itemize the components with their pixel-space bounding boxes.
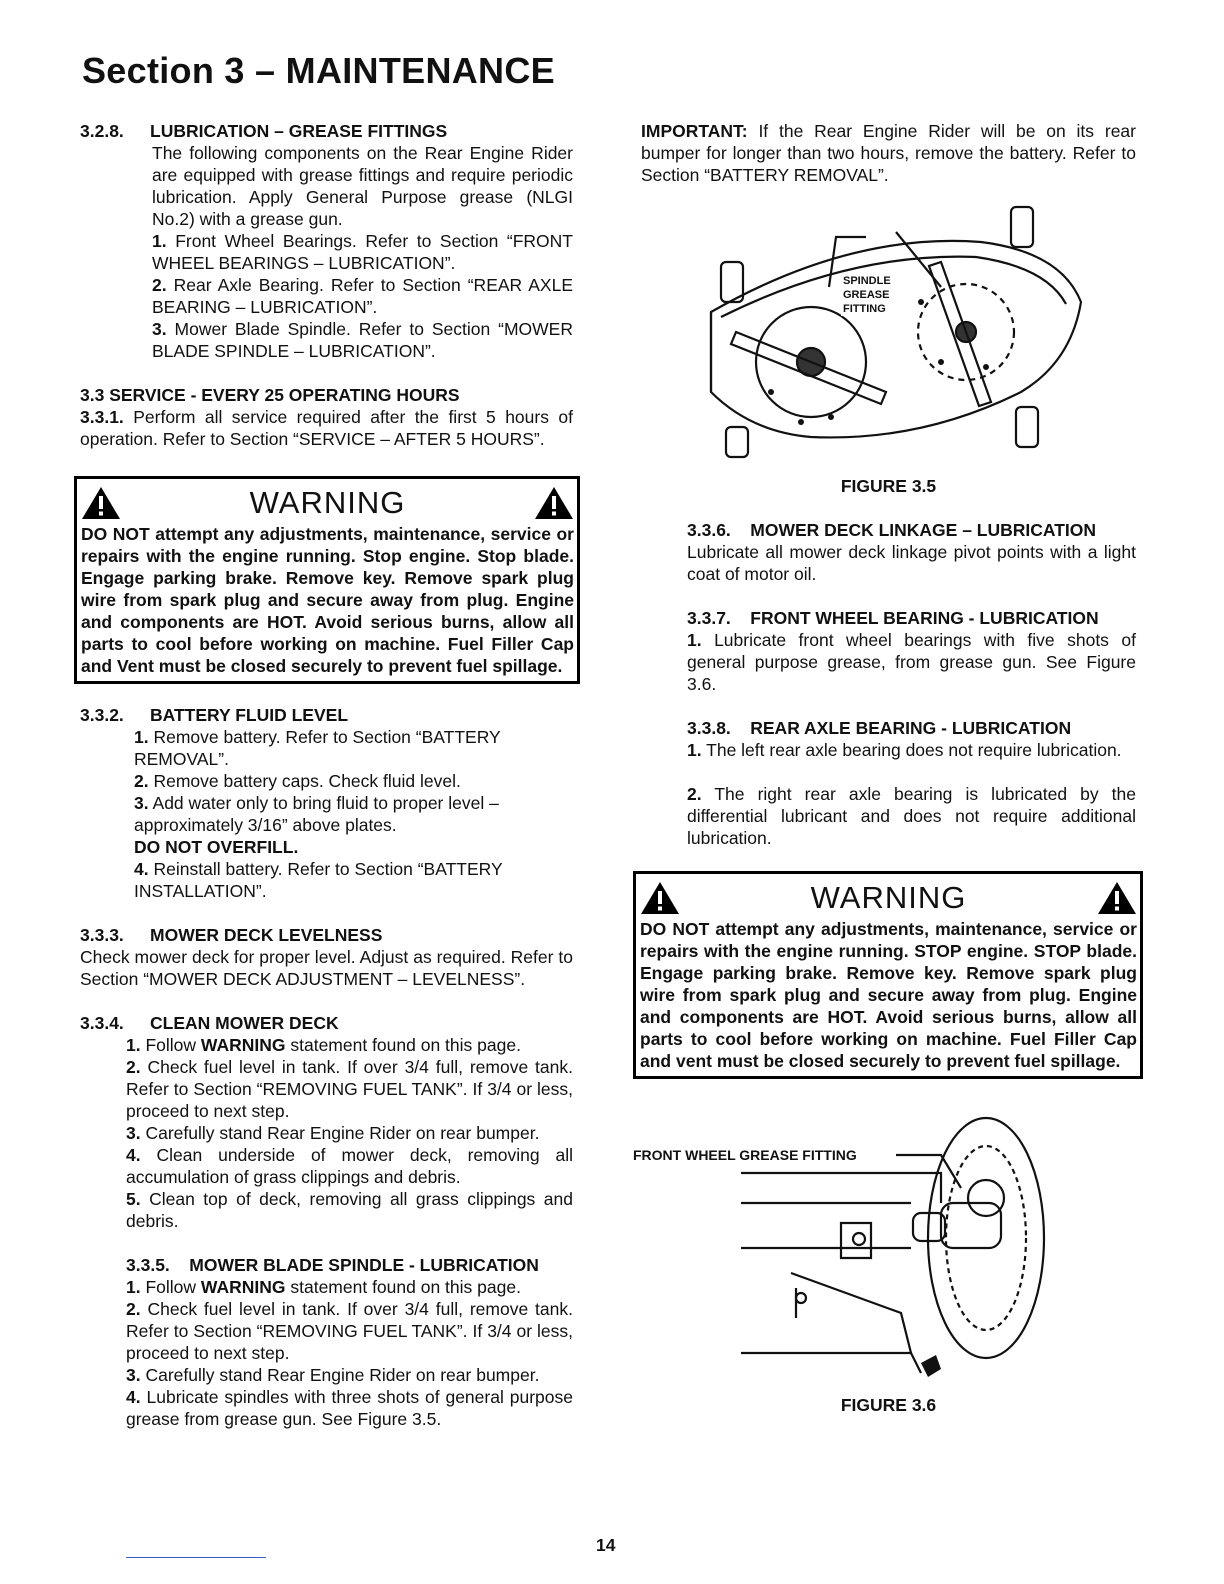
warning-triangle-icon bbox=[81, 486, 121, 520]
section-3-3-2-heading: 3.3.2. BATTERY FLUID LEVEL bbox=[80, 705, 349, 725]
spindle-grease-fitting-label: SPINDLE GREASE FITTING bbox=[843, 275, 891, 315]
list-item: 2. Rear Axle Bearing. Refer to Section “REAR AXLE BEARING – LUBRICATION”. bbox=[152, 275, 573, 317]
important-note: IMPORTANT: If the Rear Engine Rider will be on its rear bumper for longer than two hours, remove the battery. Refer to Section “BATTERY REMOVAL”. bbox=[641, 121, 1136, 185]
section-3-3-7-heading: 3.3.7. FRONT WHEEL BEARING - LUBRICATION bbox=[687, 608, 1099, 628]
section-3-3-6-text: Lubricate all mower deck linkage pivot points with a light coat of motor oil. bbox=[687, 542, 1136, 584]
warning-text: DO NOT attempt any adjustments, maintenance, service or repairs with the engine running. STOP engine. STOP blade. Engage parking brake. Remove key. Remove spark plug wire from spark plug and secure away from plug. Engine and components are HOT. Avoid serious burns, allow all parts to cool before working on machine. Fuel Filler Cap and vent must be closed securely to prevent fuel spillage. bbox=[640, 919, 1137, 1071]
list-item: 1. The left rear axle bearing does not require lubrication. bbox=[687, 740, 1122, 760]
list-item: 3. Carefully stand Rear Engine Rider on rear bumper. bbox=[126, 1365, 540, 1385]
section-3-3-4-heading: 3.3.4. CLEAN MOWER DECK bbox=[80, 1013, 339, 1033]
figure-3-6-caption: FIGURE 3.6 bbox=[840, 1395, 937, 1415]
section-3-3-6-heading: 3.3.6. MOWER DECK LINKAGE – LUBRICATION bbox=[687, 520, 1097, 540]
list-item: 4. Clean underside of mower deck, removing all accumulation of grass clippings and debris. bbox=[126, 1145, 573, 1187]
list-item: 2. Remove battery caps. Check fluid level. bbox=[134, 771, 461, 791]
list-item: 4. Lubricate spindles with three shots of general purpose grease from grease gun. See Figure 3.5. bbox=[126, 1387, 573, 1429]
section-3-3-8-heading: 3.3.8. REAR AXLE BEARING - LUBRICATION bbox=[687, 718, 1072, 738]
list-item: 3. Carefully stand Rear Engine Rider on rear bumper. bbox=[126, 1123, 540, 1143]
warning-title: WARNING bbox=[810, 880, 967, 915]
list-item: 1. Follow WARNING statement found on this page. bbox=[126, 1035, 521, 1055]
list-item: 1. Lubricate front wheel bearings with five shots of general purpose grease, from grease gun. See Figure 3.6. bbox=[687, 630, 1136, 694]
overfill-note: DO NOT OVERFILL. bbox=[134, 837, 299, 857]
section-3-3-heading: 3.3 SERVICE - EVERY 25 OPERATING HOURS bbox=[80, 385, 460, 405]
warning-box bbox=[633, 871, 1143, 1079]
front-wheel-illustration bbox=[641, 1093, 1136, 1393]
list-item: 5. Clean top of deck, removing all grass clippings and debris. bbox=[126, 1189, 573, 1231]
list-item: 2. Check fuel level in tank. If over 3/4 full, remove tank. Refer to Section “REMOVING FUEL TANK”. If 3/4 or less, proceed to next step. bbox=[126, 1057, 573, 1121]
left-column bbox=[80, 120, 573, 1430]
list-item: 1. Follow WARNING statement found on this page. bbox=[126, 1277, 521, 1297]
list-item: 1. Front Wheel Bearings. Refer to Section “FRONT WHEEL BEARINGS – LUBRICATION”. bbox=[152, 231, 573, 273]
section-3-3-1-text: 3.3.1. Perform all service required after the first 5 hours of operation. Refer to Section “SERVICE – AFTER 5 HOURS”. bbox=[80, 407, 573, 449]
mower-deck-illustration bbox=[641, 192, 1136, 472]
section-3-2-8-heading bbox=[80, 120, 573, 142]
warning-triangle-icon bbox=[640, 881, 680, 915]
figure-3-5-caption: FIGURE 3.5 bbox=[840, 476, 937, 496]
section-number: 3.2.8. bbox=[80, 121, 124, 141]
list-item: 2. The right rear axle bearing is lubricated by the differential lubricant and does not require additional lubrication. bbox=[687, 784, 1136, 848]
list-item: 1. Remove battery. Refer to Section “BATTERY REMOVAL”. bbox=[134, 727, 501, 769]
warning-text: DO NOT attempt any adjustments, maintenance, service or repairs with the engine running. Stop engine. Stop blade. Engage parking brake. Remove key. Remove spark plug wire from spark plug and secure away from plug. Engine and components are HOT. Avoid serious burns, allow all parts to cool before working on machine. Fuel Filler Cap and Vent must be closed securely to prevent fuel spillage. bbox=[81, 524, 574, 676]
warning-triangle-icon bbox=[534, 486, 574, 520]
spindle-section bbox=[80, 1254, 573, 1430]
right-column bbox=[633, 120, 1137, 1416]
page-title: Section 3 – MAINTENANCE bbox=[82, 50, 555, 91]
warning-header bbox=[640, 878, 1137, 918]
list-item: 3. Add water only to bring fluid to proper level – approximately 3/16” above plates. bbox=[134, 793, 499, 835]
warning-triangle-icon bbox=[1097, 881, 1137, 915]
warning-header bbox=[81, 483, 574, 523]
list-item: 2. Check fuel level in tank. If over 3/4 full, remove tank. Refer to Section “REMOVING FUEL TANK”. If 3/4 or less, proceed to next step. bbox=[126, 1299, 573, 1363]
footer-rule bbox=[126, 1557, 266, 1558]
front-wheel-grease-fitting-label: FRONT WHEEL GREASE FITTING bbox=[633, 1147, 861, 1163]
battery-list bbox=[80, 726, 573, 902]
warning-box bbox=[74, 476, 580, 684]
section-3-3-3-text: Check mower deck for proper level. Adjust as required. Refer to Section “MOWER DECK ADJUSTMENT – LEVELNESS”. bbox=[80, 947, 573, 989]
list-item: 4. Reinstall battery. Refer to Section “BATTERY INSTALLATION”. bbox=[134, 859, 503, 901]
figure-3-6 bbox=[633, 1093, 1136, 1393]
section-title: LUBRICATION – GREASE FITTINGS bbox=[150, 121, 448, 141]
clean-deck-list bbox=[80, 1034, 573, 1232]
section-3-3-5-heading: 3.3.5. MOWER BLADE SPINDLE - LUBRICATION bbox=[126, 1255, 539, 1275]
figure-3-5 bbox=[641, 192, 1136, 472]
list-item: 3. Mower Blade Spindle. Refer to Section “MOWER BLADE SPINDLE – LUBRICATION”. bbox=[152, 319, 573, 361]
warning-title: WARNING bbox=[249, 485, 406, 520]
section-3-2-8-intro: The following components on the Rear Engine Rider are equipped with grease fittings and require periodic lubrication. Apply General Purpose grease (NLGI No.2) with a grease gun. bbox=[152, 143, 573, 229]
page-number: 14 bbox=[596, 1535, 616, 1555]
section-3-3-3-heading: 3.3.3. MOWER DECK LEVELNESS bbox=[80, 925, 383, 945]
